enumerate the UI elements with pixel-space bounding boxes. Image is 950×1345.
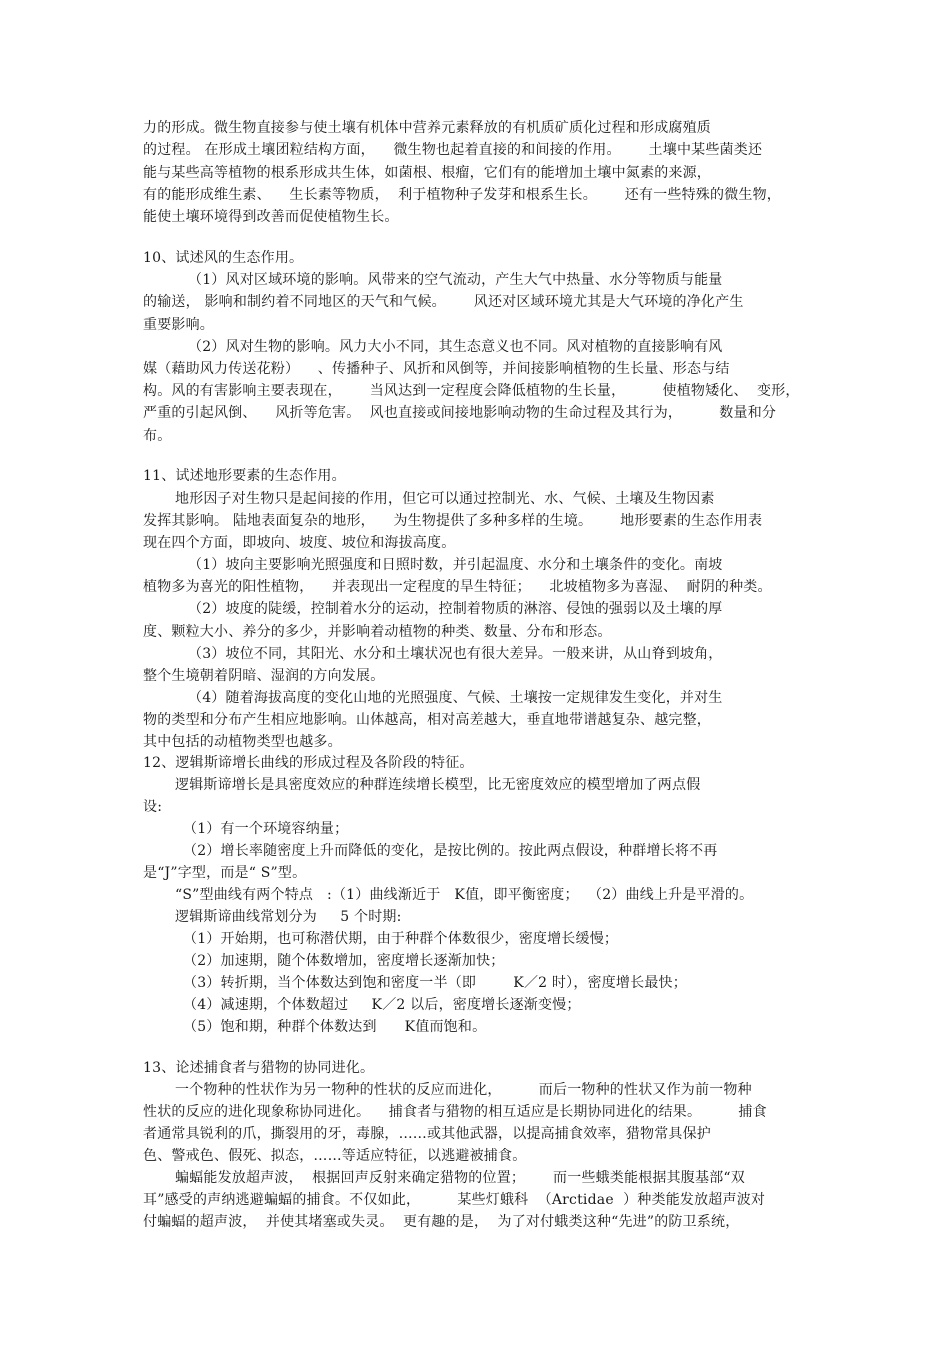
text-line: 的输送， 影响和制约着不同地区的天气和气候。 风还对区域环境尤其是大气环境的净化产生 bbox=[143, 294, 744, 310]
text-line: 色、警戒色、假死、拟态，……等适应特征，以逃避被捕食。 bbox=[143, 1148, 527, 1164]
text-line: 者通常具锐利的爪，撕裂用的牙，毒腺，……或其他武器，以提高捕食效率，猎物常具保护 bbox=[143, 1126, 711, 1142]
text-line: （1）有一个环境容纳量； bbox=[183, 821, 349, 837]
text-line: （1）开始期，也可称潜伏期，由于种群个体数很少，密度增长缓慢； bbox=[183, 931, 619, 947]
text-line: 发挥其影响。 陆地表面复杂的地形， 为生物提供了多种多样的生境。 地形要素的生态作用表 bbox=[143, 513, 763, 529]
section-heading: 10、试述风的生态作用。 bbox=[143, 250, 304, 266]
text-line: 设: bbox=[143, 799, 163, 815]
text-line: “S”型曲线有两个特点 :（1）曲线渐近于 K值，即平衡密度； （2）曲线上升是平滑的。 bbox=[175, 887, 754, 903]
text-line: 的过程。 在形成土壤团粒结构方面， 微生物也起着直接的和间接的作用。 土壤中某些菌类还 bbox=[143, 142, 763, 158]
text-line: 植物多为喜光的阳性植物， 并表现出一定程度的旱生特征； 北坡植物多为喜湿、 耐阴的种类。 bbox=[143, 579, 772, 595]
text-line: （2）风对生物的影响。风力大小不同，其生态意义也不同。风对植物的直接影响有风 bbox=[188, 339, 723, 355]
text-line: （3）坡位不同，其阳光、水分和土壤状况也有很大差异。一般来讲，从山脊到坡角， bbox=[188, 646, 723, 662]
text-line: （1）风对区域环境的影响。风带来的空气流动，产生大气中热量、水分等物质与能量 bbox=[188, 272, 723, 288]
text-line: 布。 bbox=[143, 428, 172, 444]
text-line: 物的类型和分布产生相应地影响。山体越高，相对高差越大，垂直地带谱越复杂、越完整， bbox=[143, 712, 711, 728]
text-line: 重要影响。 bbox=[143, 317, 214, 333]
section-heading: 11、试述地形要素的生态作用。 bbox=[143, 468, 346, 484]
text-line: （4）随着海拔高度的变化山地的光照强度、气候、土壤按一定规律发生变化，并对生 bbox=[188, 690, 723, 706]
text-line: 度、颗粒大小、养分的多少，并影响着动植物的种类、数量、分布和形态。 bbox=[143, 624, 612, 640]
text-line: 构。风的有害影响主要表现在， 当风达到一定程度会降低植物的生长量， 使植物矮化、 变形， bbox=[143, 383, 800, 399]
text-line: 严重的引起风倒、 风折等危害。 风也直接或间接地影响动物的生命过程及其行为， 数量和分 bbox=[143, 405, 777, 421]
text-line: 力的形成。微生物直接参与使土壤有机体中营养元素释放的有机质矿质化过程和形成腐殖质 bbox=[143, 120, 711, 136]
text-line: 现在四个方面，即坡向、坡度、坡位和海拔高度。 bbox=[143, 535, 456, 551]
text-line: （1）坡向主要影响光照强度和日照时数，并引起温度、水分和土壤条件的变化。南坡 bbox=[188, 557, 723, 573]
text-line: 媒（藉助风力传送花粉） 、传播种子、风折和风倒等，并间接影响植物的生长量、形态与结 bbox=[143, 361, 730, 377]
text-line: 逻辑斯谛曲线常划分为 5 个时期: bbox=[175, 909, 402, 925]
text-line: （2）加速期，随个体数增加，密度增长逐渐加快； bbox=[183, 953, 505, 969]
text-line: 蝙蝠能发放超声波， 根据回声反射来确定猎物的位置； 而一些蛾类能根据其腹基部“双 bbox=[175, 1170, 745, 1186]
text-line: 能使土壤环境得到改善而促使植物生长。 bbox=[143, 209, 399, 225]
text-line: 耳”感受的声纳逃避蝙蝠的捕食。不仅如此， 某些灯蛾科 （Arctidae ）种类能发放超声波对 bbox=[143, 1192, 766, 1208]
text-line: （2）坡度的陡缓，控制着水分的运动，控制着物质的淋溶、侵蚀的强弱以及土壤的厚 bbox=[188, 601, 723, 617]
text-line: （5）饱和期，种群个体数达到 K值而饱和。 bbox=[183, 1019, 487, 1035]
text-line: 一个物种的性状作为另一物种的性状的反应而进化， 而后一物种的性状又作为前一物种 bbox=[175, 1082, 752, 1098]
text-line: 整个生境朝着阴暗、湿润的方向发展。 bbox=[143, 668, 385, 684]
text-line: （3）转折期，当个体数达到饱和密度一半（即 K／2 时），密度增长最快； bbox=[183, 975, 687, 991]
text-line: 性状的反应的进化现象称协同进化。 捕食者与猎物的相互适应是长期协同进化的结果。 捕食 bbox=[143, 1104, 767, 1120]
text-line: 其中包括的动植物类型也越多。 bbox=[143, 734, 342, 750]
text-line: 逻辑斯谛增长是具密度效应的种群连续增长模型，比无密度效应的模型增加了两点假 bbox=[175, 777, 701, 793]
section-heading: 13、论述捕食者与猎物的协同进化。 bbox=[143, 1060, 375, 1076]
text-line: 能与某些高等植物的根系形成共生体，如菌根、根瘤，它们有的能增加土壤中氮素的来源， bbox=[143, 165, 711, 181]
text-line: 付蝙蝠的超声波， 并使其堵塞或失灵。 更有趣的是， 为了对付蛾类这种“先进”的防卫系统， bbox=[143, 1214, 740, 1230]
text-line: （2）增长率随密度上升而降低的变化，是按比例的。按此两点假设，种群增长将不再 bbox=[183, 843, 718, 859]
text-line: （4）减速期，个体数超过 K／2 以后，密度增长逐渐变慢； bbox=[183, 997, 581, 1013]
section-heading: 12、逻辑斯谛增长曲线的形成过程及各阶段的特征。 bbox=[143, 755, 474, 771]
text-line: 地形因子对生物只是起间接的作用，但它可以通过控制光、水、气候、土壤及生物因素 bbox=[175, 491, 715, 507]
text-line: 有的能形成维生素、 生长素等物质， 利于植物种子发芽和根系生长。 还有一些特殊的微生物， bbox=[143, 187, 781, 203]
text-line: 是“J”字型，而是“ S”型。 bbox=[143, 865, 307, 881]
